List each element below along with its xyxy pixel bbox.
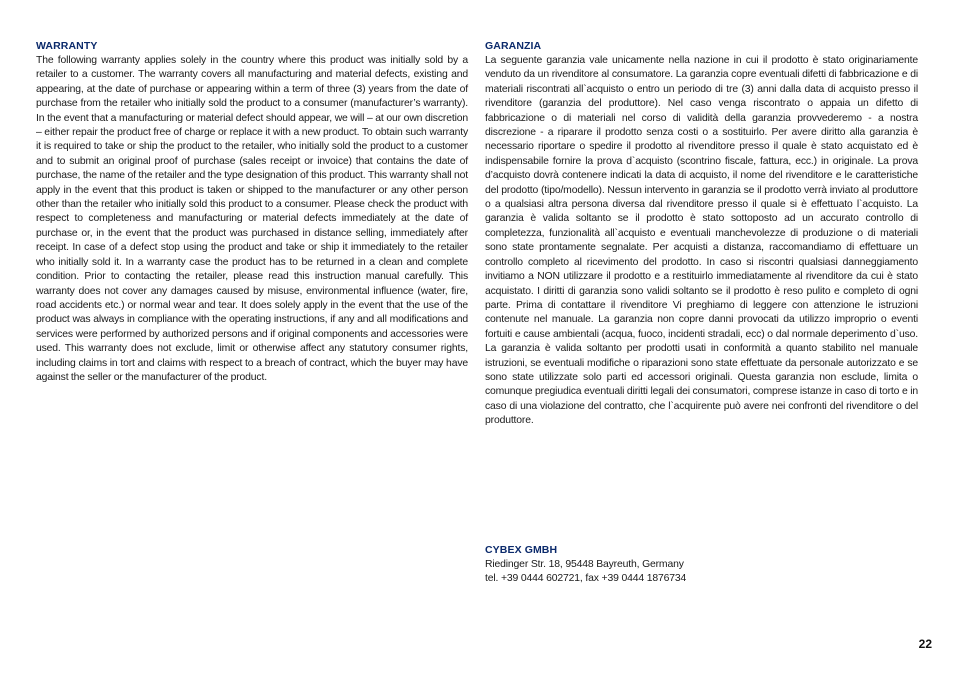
- warranty-italian-section: [485, 40, 918, 429]
- garanzia-heading: GARANZIA: [485, 40, 542, 52]
- warranty-english-section: [36, 40, 468, 385]
- warranty-heading: WARRANTY: [36, 40, 98, 52]
- warranty-body: The following warranty applies solely in the country where this product was initially sold by a retailer to a customer. The warranty covers all manufacturing and material defects, existing and appearing, at the date of purchase or appearing within a term of three (3) years from the date of purchase from the retailer who initially sold the product to a consumer (manufacturer’s warranty). In the event that a manufacturing or material defect should appear, we will – at our own discretion – either repair the product free of charge or replace it with a new product. To obtain such warranty it is required to take or ship the product to the retailer, who initially sold the product to a customer and to submit an original proof of purchase (sales receipt or invoice) that contains the date of purchase, the name of the retailer and the type designation of this product. This warranty shall not apply in the event that this product is taken or shipped to the manufacturer or any other person other than the retailer who initially sold this product to a consumer. Please check the product with respect to completeness and manufacturing or material defects immediately at the date of purchase or, in the event that the product was purchased in distance selling, immediately after receipt. In case of a defect stop using the product and take or ship it immediately to the retailer who initially sold it. In a warranty case the product has to be returned in a clean and complete condition. Prior to contacting the retailer, please read this instruction manual carefully. This warranty does not cover any damages caused by misuse, environmental influence (water, fire, road accidents etc.) or normal wear and tear. It does solely apply in the event that the use of the product was always in compliance with the operating instructions, if any and all modifications and services were performed by authorized persons and if original components and accessories were used. This warranty does not exclude, limit or otherwise affect any statutory consumer rights, including claims in tort and claims with respect to a breach of contract, which the buyer may have against the seller or the manufacturer of the product.: [36, 55, 468, 383]
- company-info: [485, 544, 785, 587]
- company-contact: tel. +39 0444 602721, fax +39 0444 1876734: [485, 573, 687, 585]
- garanzia-body: La seguente garanzia vale unicamente nella nazione in cui il prodotto è stato originariamente venduto da un rivenditore al consumatore. La garanzia copre eventuali difetti di fabbricazione e di materiali riscontrati all`acquisto o entro un periodo di tre (3) anni dalla data di acquisto presso il rivenditore (garanzia del produttore). Nel caso venga riscontrato o appaia un difetto di fabbricazione o di materiali nel corso di validità della garanzia provvederemo - a nostra discrezione - a riparare il prodotto senza costi o a sostituirlo. Per avere diritto alla garanzia è necessario riportare o spedire il prodotto al rivenditore presso il quale è stato acquistato ed è indispensabile fornire la prova d`acquisto (scontrino fiscale, fattura, ecc.) in originale. La prova d’acquisto dovrà contenere indicati la data di acquisto, il nome del rivenditore e le caratteristiche del prodotto (tipo/modello). Nessun intervento in garanzia se il prodotto verrà inviato al produttore o a qualsiasi altra persona diversa dal rivenditore presso il quale si è effettuato l`acquisto. La garanzia è valida soltanto se il prodotto è stato sottoposto ad un accurato controllo di completezza, funzionalità all`acquisto e eventuali manchevolezze di produzione o di materiali sono state prontamente segnalate. Per acquisti a distanza, raccomandiamo di effettuare un controllo completo al ricevimento del prodotto. In caso si riscontri qualsiasi danneggiamento invitiamo a NON utilizzare il prodotto e a restituirlo immediatamente al rivenditore da cui è stato acquistato. I diritti di garanzia sono validi soltanto se il prodotto è reso pulito e completo di ogni parte. Prima di contattare il rivenditore Vi preghiamo di leggere con attenzione le istruzioni contenute nel manuale. La garanzia non copre danni provocati da utilizzo improprio o eventi fortuiti e cause ambientali (acqua, fuoco, incidenti stradali, ecc) o dal normale deperimento d`uso. La garanzia è valida soltanto per prodotti usati in conformità a quanto stabilito nel manuale istruzioni, se eventuali modifiche o riparazioni sono state effettuate da personale autorizzato e se sono state utilizzate solo parti ed accessori originali. Questa garanzia non esclude, limita o comunque pregiudica eventuali diritti legali dei consumatori, comprese istanze in caso di torto e in caso di una violazione del contratto, che l`acquirente può avere nei confronti del rivenditore o del produttore.: [485, 55, 918, 427]
- company-name: CYBEX GMBH: [485, 544, 558, 556]
- page-number: 22: [918, 637, 932, 651]
- company-address: Riedinger Str. 18, 95448 Bayreuth, Germany: [485, 559, 684, 570]
